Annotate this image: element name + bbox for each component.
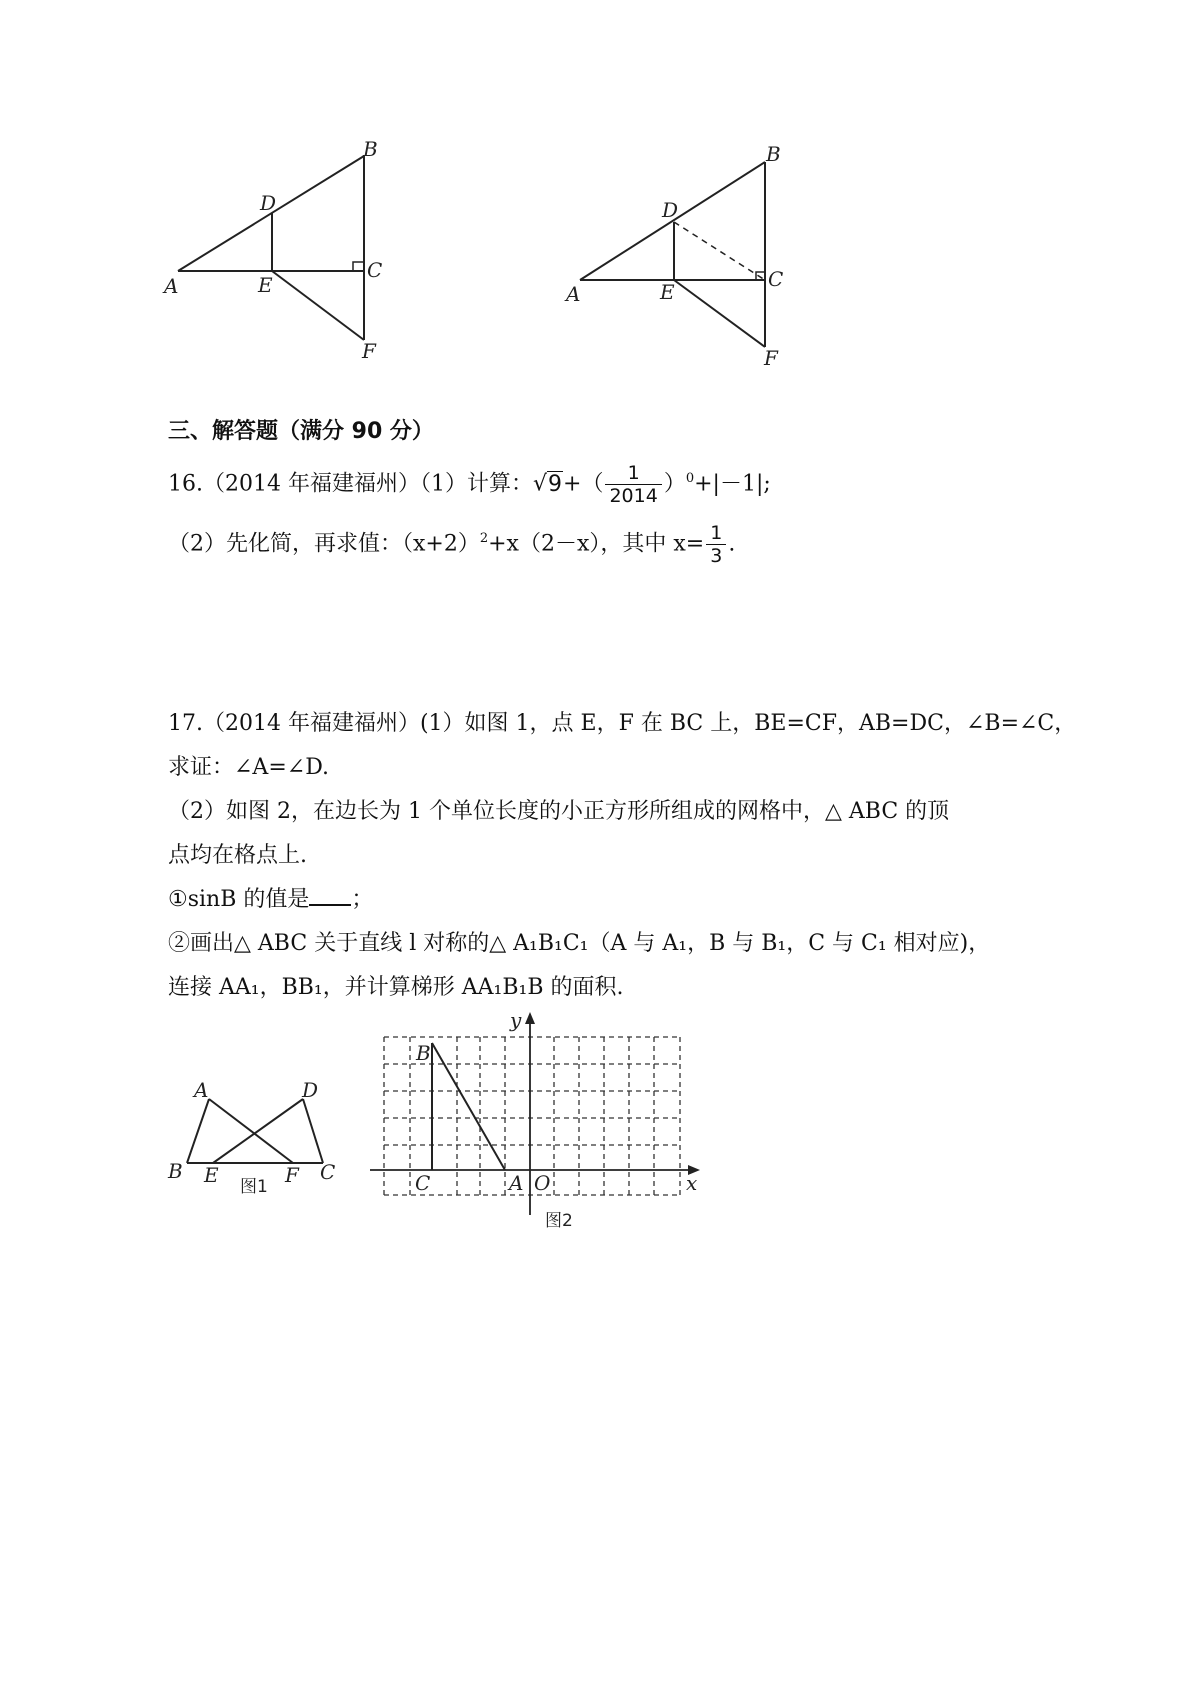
q16-part1-prefix: （1）计算：: [419, 471, 533, 497]
fraction-1-over-3: [706, 522, 726, 567]
q16-part2-rest: +x（2－x），其中 x=: [488, 531, 705, 557]
q16-number: 16.: [168, 471, 203, 497]
figure-2: [370, 1010, 720, 1235]
sqrt-radicand: 9: [548, 471, 563, 497]
label-c: C: [367, 258, 383, 282]
q16-source: （2014 年福建福州）: [203, 471, 420, 497]
q17-line6: ②画出△ ABC 关于直线 l 对称的△ A₁B₁C₁（A 与 A₁，B 与 B₁，C 与 C₁ 相对应)，: [168, 931, 991, 956]
figure2-caption: 图2: [545, 1211, 573, 1231]
q16-line1: [168, 462, 771, 507]
label-y: y: [510, 1010, 522, 1032]
label-c: C: [415, 1171, 431, 1195]
q16-abs-part: +|－1|;: [694, 471, 771, 497]
figure-top-left: [160, 130, 420, 370]
fraction-denominator: 3: [710, 545, 723, 567]
q16-plus-paren: +（: [563, 471, 604, 497]
label-b: B: [766, 142, 781, 166]
section-heading: 三、解答题（满分 90 分）: [168, 419, 434, 444]
label-b: B: [168, 1159, 183, 1183]
sqrt-expression: √9: [532, 471, 563, 497]
figure-1: [160, 1075, 350, 1200]
label-f: F: [362, 339, 376, 363]
label-d: D: [662, 198, 679, 222]
q16-line2: [168, 522, 735, 567]
q16-period: .: [728, 531, 736, 557]
q17-line5-suffix: ；: [351, 887, 374, 912]
exponent-zero: 0: [685, 471, 695, 487]
triangle-abc: [432, 1043, 505, 1170]
exponent-two: 2: [479, 531, 489, 547]
figure-top-right: [560, 135, 820, 375]
q17-line1: 17.（2014 年福建福州）(1）如图 1，点 E，F 在 BC 上，BE=CF，AB=DC，∠B=∠C，: [168, 711, 1077, 736]
y-axis-arrow: [525, 1012, 535, 1024]
label-c: C: [768, 267, 784, 291]
q17-line5-prefix: ①sinB 的值是: [168, 887, 310, 912]
figure1-caption: 图1: [240, 1177, 268, 1197]
label-f: F: [285, 1163, 299, 1187]
fraction-numerator: 1: [706, 522, 726, 545]
label-e: E: [660, 280, 675, 304]
fraction-1-over-2014: [605, 462, 661, 507]
q17-line3: （2）如图 2，在边长为 1 个单位长度的小正方形所组成的网格中，△ ABC 的顶: [168, 799, 950, 824]
q17-line7: 连接 AA₁，BB₁，并计算梯形 AA₁B₁B 的面积.: [168, 975, 624, 1000]
label-e: E: [258, 273, 273, 297]
label-a: A: [566, 282, 581, 306]
label-f: F: [764, 346, 778, 370]
q16-part2-text: （2）先化简，再求值：（x+2）: [168, 531, 480, 557]
q16-paren-close: ）: [663, 471, 686, 497]
label-x: x: [686, 1171, 698, 1195]
label-o: O: [534, 1171, 551, 1195]
q17-line2: 求证：∠A=∠D.: [168, 755, 330, 780]
label-a: A: [194, 1078, 209, 1102]
label-a: A: [509, 1171, 524, 1195]
fraction-denominator: 2014: [609, 485, 658, 507]
fraction-numerator: 1: [605, 462, 661, 485]
label-e: E: [204, 1163, 219, 1187]
label-d: D: [260, 191, 277, 215]
label-b: B: [363, 137, 378, 161]
q17-line4: 点均在格点上.: [168, 843, 307, 868]
answer-blank: [309, 886, 351, 906]
label-c: C: [320, 1160, 336, 1184]
label-a: A: [164, 274, 179, 298]
label-d: D: [302, 1078, 319, 1102]
q17-line5: [168, 885, 373, 915]
label-b: B: [416, 1041, 431, 1065]
